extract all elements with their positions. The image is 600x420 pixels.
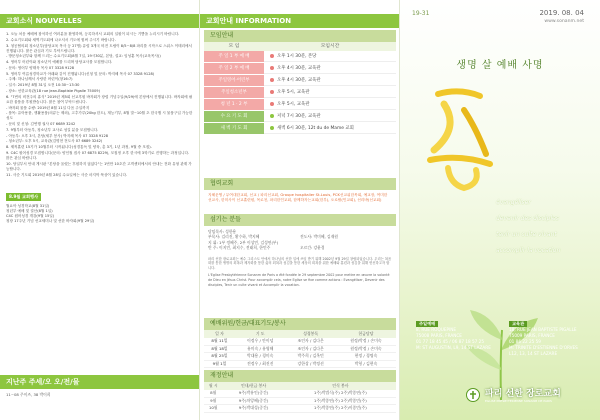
roster-cell: 조인자 / 김다은 (285, 345, 335, 352)
worship-schedule (204, 30, 396, 135)
event-line: C4C 원어성경 개강(9월 15일) (6, 213, 55, 218)
finance-cell: 10월 (204, 405, 222, 412)
last-week-title: 지난주 주세/오 오/전/물 (0, 375, 200, 389)
roster-cell: 유미숙 / 유영해 (235, 345, 285, 352)
news-number: 8. (6, 145, 11, 150)
worship-time (264, 123, 396, 134)
events-list (6, 202, 193, 227)
address-line: M: ST AUGUSTIN, L9, 14 ST LAZARE (416, 345, 491, 350)
worship-time-text: 새벽 6시 30분, 12t du de Mame 교회 (277, 125, 354, 131)
roster-cell: 8월 11일 (204, 338, 235, 345)
news-item (6, 32, 193, 37)
news-subitem: - 문의 및 신청: 김연행 권사 07 6689 3242 (6, 122, 76, 127)
finance-row (204, 397, 396, 404)
address-line: 01 77 18 45 45 / 06 87 18 57 25 (416, 339, 485, 344)
news-text: 수요기도회와 새벽기도회에 나오셔서 기도에 힘써 주시기 바랍니다. (10, 37, 116, 42)
worship-row (204, 123, 396, 134)
worship-time-text: 오후 5시, 교육관 (277, 101, 310, 107)
address-line: 18, RUE JEAN BAPTISTE PIGALLE (509, 327, 577, 332)
roster-col-header: 일 자 (204, 330, 235, 338)
finance-row (204, 405, 396, 412)
news-item (6, 145, 193, 150)
bullet-icon (270, 78, 274, 82)
staff-list (204, 226, 396, 254)
news-subitem: - 문의: 영어부 양태욱 목사 07 3328 9128 (6, 65, 75, 70)
roster-section (204, 318, 396, 368)
news-text: 영어부 어린이와 청소년이 예배를 드리며 담당교사를 모집합니다. (10, 60, 113, 65)
church-intro-fr: L'Eglise Presbytérienne Sonanm de Paris a été fondée le 29 septembre 2002 pour mettre en œuvre la volonté de Dieu en Jésus Christ. Pour accomplir cela, notre Eglise se fixe comme actions : Evangéliser, Devenir des disciples, Tenir un culte vivant et Accomplir la vocation. (208, 273, 390, 287)
roster-cell: 원정/박정 / 손미숙 (336, 338, 396, 345)
news-item (6, 38, 193, 43)
staff-cell: 부목사: 김리진, 황수하, 박지혜 (208, 234, 260, 240)
poem-line: accomplir la vocation (496, 247, 561, 254)
news-subitem: - 품목: 유아용품, 생활용품(의류는 제외), 고추가루(20kg 한도), 재능기부, 8월 말~10월 초 한국행 시 물품구입 가능한 성도 (6, 111, 193, 121)
worship-time-text: 오후 1시 30분, 본당 (277, 53, 317, 59)
finance-cell: 9주)박대성(중간) (222, 405, 284, 412)
bullet-icon (270, 54, 274, 58)
address-edu-tag: 교육관 (509, 321, 527, 327)
event-line: 청년부 예배 및 결산(8월 1일) (6, 208, 53, 213)
news-number: 10. (6, 161, 13, 166)
partner-churches (204, 178, 396, 206)
church-subname: EGLISE PRESBYTERIENNE SONANM DE PARIS (485, 399, 552, 403)
worship-name: 주일청소년부 (204, 87, 264, 98)
news-text: 당일부서 안내 게시판 "본당을 올렸는 후원하지 않았다"는 1번만 10초간 고객센터에서의 안내는 전화 유형 관계 가능합니다. (6, 161, 192, 172)
partner-title: 협력교회 (204, 178, 396, 190)
worship-name: 새 벽 기 도 회 (204, 123, 264, 134)
info-section-title: 교회안내 INFORMATION (200, 14, 400, 28)
roster-cell: 원정/박정 / 손미숙 (336, 345, 396, 352)
news-item (6, 162, 193, 172)
roster-cell: 8월 25일 (204, 353, 235, 360)
roster-col-header: 기 도 (235, 330, 285, 338)
worship-time-text: 오후 4시 30분, 교육관 (277, 65, 321, 71)
roster-row (204, 338, 396, 345)
finance-col-header: 월 시 (204, 382, 222, 390)
bullet-icon (270, 126, 274, 130)
finance-row (204, 390, 396, 397)
address-edu (509, 321, 588, 357)
finance-cell: 8월 (204, 390, 222, 397)
worship-name: 주 일 2 부 예 배 (204, 63, 264, 74)
worship-time (264, 99, 396, 110)
worship-name: 수 요 기 도 회 (204, 111, 264, 122)
news-item (6, 173, 193, 178)
roster-row (204, 353, 396, 360)
website-link[interactable]: www.sonanm.net (544, 19, 584, 24)
roster-cell: 박형 / 김현숙 (336, 360, 396, 367)
finance-cell: 9주)박유인(중간) (222, 390, 284, 397)
news-panel (0, 0, 200, 420)
calligraphy-title (420, 84, 500, 194)
roster-title: 예배위원/헌금/대표기도/봉사 (204, 318, 396, 330)
events-tag: 8.9월 교회행사 (6, 193, 41, 201)
info-header (200, 14, 400, 28)
worship-col-time: 모임시간 (320, 44, 340, 49)
news-number: 4. (6, 60, 11, 65)
finance-col-header: 인식 봉사 (285, 382, 396, 390)
address-line: L12, 13, 14 ST LAZARE (509, 351, 558, 356)
bullet-icon (270, 90, 274, 94)
cover-panel (400, 0, 600, 420)
news-text: 청공협의회 청소년부(담당교육 목사 등 27명) 유럽 3개국 비전 트립이 8/5~8/8 파리를 시작으로 스위스 이태리에서 진행됩니다. 많은 관심과 기도 부탁드립니다. (6, 43, 193, 53)
staff-cell: 오르간: 강윤경 (300, 245, 325, 251)
worship-time-text: 오후 5시, 교육관 (277, 89, 310, 95)
news-item (6, 151, 193, 161)
news-item (6, 128, 193, 133)
finance-cell: 1주)박종연(주) 2주)박종민(주) (285, 397, 396, 404)
worship-name: 주 일 1 부 예 배 (204, 51, 264, 62)
address-line: 75009 PARIS, FRANCE (509, 333, 555, 338)
event-line: 월요아 성경학교(8월 31일) (6, 203, 50, 208)
staff-cell: 반 주: 이지민, 최지수, 전태희, 한민주 (208, 245, 271, 251)
worship-name: 주일영어·어린부 (204, 75, 264, 86)
news-text: 오늘 처음 예배에 참석하신 여러분을 환영하며, 등록하셔서 교회의 일원이 되시는 기쁨을 누리시기 바랍니다. (10, 32, 180, 36)
news-number: 3. (6, 43, 11, 48)
news-text: 제직훈련 15기가 10월부터 시작됩니다(성경통독 및 양육, 총 3기, 1년 과정, 9월 중 모집). (10, 145, 152, 150)
worship-name: 청 년 1 · 2 부 (204, 99, 264, 110)
news-item (6, 60, 193, 65)
roster-row (204, 345, 396, 352)
worship-row (204, 99, 396, 110)
worship-time-text: 오후 4시 30분, 교육관 (277, 77, 321, 83)
finance-table (204, 382, 396, 413)
news-subitem: - 주제: 하나님께서 사랑한 어린이(창16:7) (6, 77, 73, 82)
bulletin-date: 2019. 08. 04 (539, 9, 584, 17)
news-item (6, 44, 193, 54)
roster-cell: 강한상 / 박정선 (285, 360, 335, 367)
news-item (6, 95, 193, 105)
info-panel (200, 0, 400, 420)
church-logo (466, 386, 596, 403)
roster-col-header: 헌금담당 (336, 330, 396, 338)
church-name: 파리 선한 장로교회 (485, 389, 561, 399)
staff-row (208, 245, 392, 250)
news-subitem: - 바자회 물품 수량: 2019년 8월 11일 다음 주일까지 (6, 105, 90, 110)
roster-table (204, 330, 396, 368)
news-number: 9. (6, 150, 11, 155)
news-subitem: - 아동부: 오후 3시, 본당(세부 봉사) 박지혜 목사 07 3328 9128 (6, 133, 109, 138)
news-number: 7. (6, 127, 11, 132)
worship-row (204, 75, 396, 86)
worship-row (204, 111, 396, 122)
worship-time (264, 63, 396, 74)
news-number: 11. (6, 172, 13, 177)
news-subitem: - 청소년부: 오후 5시, 교육관(김명현 전도사 07 6689 3242) (6, 139, 103, 144)
finance-title: 재정안내 (204, 370, 396, 382)
poem-line: devenir des disciples (496, 215, 559, 222)
news-number: 6. (6, 94, 11, 99)
worship-title: 모임안내 (204, 30, 396, 42)
worship-row (204, 63, 396, 74)
poem-line: évangéliser (496, 199, 531, 206)
address-main-tag: 주일예배 (416, 321, 438, 327)
staff-cell: 전도사: 박미혜, 김재원 (300, 234, 338, 240)
news-section-title: 교회소식 NOUVELLES (0, 14, 199, 28)
issue-number: 19-31 (412, 10, 430, 17)
roster-cell: 박대용 / 경미숙 (235, 353, 285, 360)
worship-time (264, 51, 396, 62)
news-subitem: - 장소: 선한교육관(18 rue Jean-Baptiste Pigalle 75009) (6, 88, 100, 93)
theme-text: 생명 살 예배 사명 (456, 60, 544, 71)
worship-col-name: 모 임 (228, 44, 240, 49)
roster-cell: 8월 18일 (204, 345, 235, 352)
finance-cell: 9주)차앙혜(중간) (222, 397, 284, 404)
church-intro-ko: 파리 선한 장로교회는 예수 그리스도 안에서 하나님의 선한 일에 쓰임 받기 위해 2002년 9월 29일 창립되었습니다. 우리는 복음화를 통한 생명의 회복과 제자화를 통한 삶의 회복과 섬김을 통한 세상의 회복을 위한 예배와 훈련과 섬김을 위해 헌신하고자 합니다. (208, 256, 392, 270)
event-line: 청장 17주년 기념 선교세미나 및 선한 바자회(9월 29일) (6, 219, 95, 224)
news-number: 2. (6, 37, 11, 42)
partner-text: 지혜운영 / 무여대한교회, 선교 / 파리선교회, Groupe hospitalier St-Louis, PCK선교위한목회, 예교장, 여미한 선교사, 한미사이 선교훈련원, 목로천, 파리한인교회, 함께하자는교회(한부), 오로팔(인교회), 선리바(선교회) (208, 193, 388, 202)
bullet-icon (270, 102, 274, 106)
address-main (416, 321, 495, 357)
worship-time (264, 111, 396, 122)
news-text: 영어부 여름성경학교가 아래와 같이 진행됩니다(신청 및 문의: 박지혜 목사 07 3328 9128) (10, 71, 155, 76)
worship-time (264, 87, 396, 98)
poem-line: tenir un culte vivant (496, 231, 557, 238)
bullet-icon (270, 114, 274, 118)
news-list (0, 28, 199, 181)
roster-cell: 박주희 / 김옥민 (285, 353, 335, 360)
bullet-icon (270, 66, 274, 70)
staff-info (204, 214, 396, 287)
news-text: "7번의 비전주의 휴식" 2019년 제5회 선교후원 바자회가 장럽 기념주일(9/29)에 본당에서 진행됩니다. 바자회에 필요한 물품을 후원받습니다. 많은 참여 부탁드립니다. (6, 94, 193, 104)
worship-row (204, 87, 396, 98)
finance-col-header: 인내/헌금 봉사 (222, 382, 284, 390)
address-line: 8, RUE ROQUEPINE (416, 327, 457, 332)
worship-row (204, 51, 396, 62)
address-line: 75008 PARIS, FRANCE (416, 333, 462, 338)
staff-cell: 담임목사: 성한용 (208, 229, 237, 234)
finance-cell: 1주)박법식(주) 2주)박종연(주) (285, 390, 396, 397)
finance-cell: 9월 (204, 397, 222, 404)
mission-poem (496, 195, 560, 259)
news-number: 5. (6, 71, 11, 76)
address-line: 01 86 22 25 59 (509, 339, 541, 344)
worship-time-text: 저녁 7시 30분, 교육관 (277, 113, 321, 119)
news-subitem: - 방문청소년부와 함께 드리는 수요기도회(8월 7일, 19시30분, 본당, 설교: 임성훈 목사(교육목사)) (6, 54, 161, 59)
roster-cell: 조인자 / 김다은 (285, 338, 335, 345)
addresses (416, 321, 588, 357)
news-text: 9월부터 아동부, 청소년부 교사로 섬길 분을 모집합니다. (10, 127, 99, 132)
roster-cell: 현정 / 경명숙 (336, 353, 396, 360)
staff-title: 섬기는 분들 (204, 214, 396, 226)
roster-row (204, 360, 396, 367)
roster-cell: 전정우 / 최진진 (235, 360, 285, 367)
events-box (6, 183, 193, 227)
last-week-text: 11~08 주이즈, 38 박이희 (6, 392, 51, 397)
roster-col-header: 성경봉독 (285, 330, 335, 338)
news-number: 1. (6, 32, 11, 36)
news-text: C4C 원어성경 모집합니다(문의: 양인철 집사 07 6875 8229), 모집정 오후 한시에 3학기로 진행하는 과정입니다. 많은 관심 바랍니다. (6, 150, 190, 161)
roster-cell: 이정우 / 안이녕 (235, 338, 285, 345)
worship-time (264, 75, 396, 86)
news-subitem: - 일시: 2019년 8월 31일 오전 10:30~13:30 (6, 83, 80, 88)
last-week-header (0, 375, 200, 389)
church-emblem-icon (466, 388, 480, 402)
staff-cell: 지 휘: 1부 정혜주, 2부 이상민, 김성연(부) (208, 239, 279, 245)
finance-cell: 1주)박종연(주) 2주)이종민(주) (285, 405, 396, 412)
finance-section (204, 370, 396, 413)
address-line: M: TRINITE D'ESTIENNE D'ORVES (509, 345, 578, 350)
roster-cell: 9월 1일 (204, 360, 235, 367)
news-text: 사순 기도회 2019년 8월 28일 수요일에는 사순 마지막 묵상이 있습니다. (12, 172, 128, 177)
